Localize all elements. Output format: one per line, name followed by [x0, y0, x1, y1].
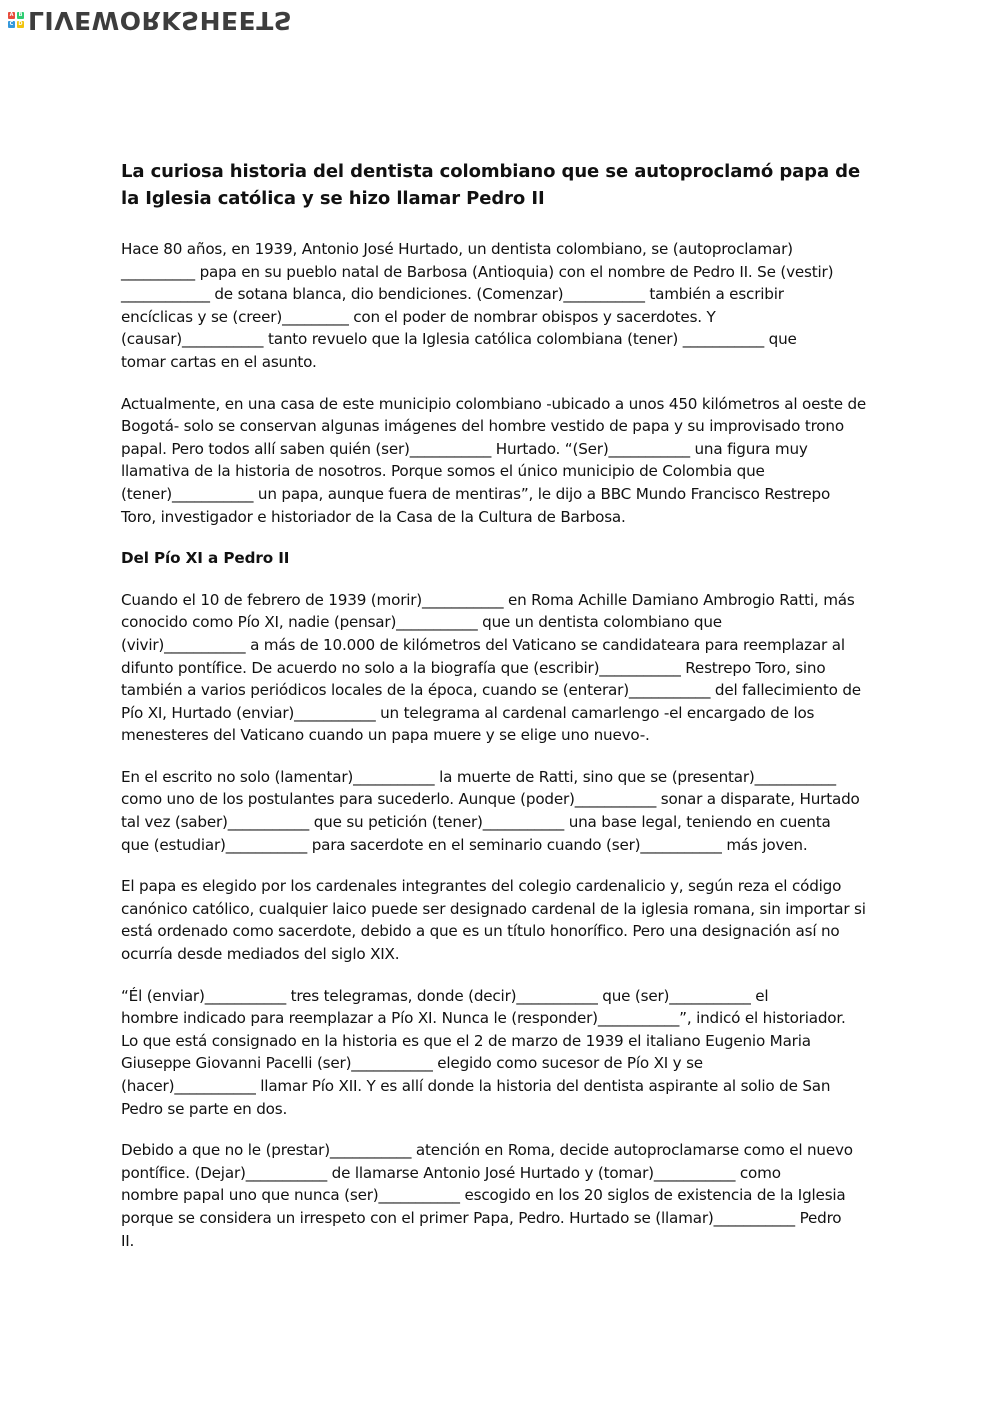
- text-line: ocurría desde mediados del siglo XIX.: [121, 945, 400, 964]
- text-line: Debido a que no le (prestar)___________ atención en Roma, decide autoproclamarse como el nuevo: [121, 1141, 853, 1160]
- text-line: El papa es elegido por los cardenales integrantes del colegio cardenalicio y, según reza el código: [121, 877, 842, 896]
- text-line: llamativa de la historia de nosotros. Porque somos el único municipio de Colombia que: [121, 462, 765, 481]
- text-line: encíclicas y se (creer)_________ con el poder de nombrar obispos y sacerdotes. Y: [121, 307, 716, 326]
- text-line: canónico católico, cualquier laico puede ser designado cardenal de la iglesia romana, sin importar si: [121, 899, 866, 918]
- text-line: Toro, investigador e historiador de la Casa de la Cultura de Barbosa.: [121, 507, 626, 526]
- logo-cube: A: [9, 12, 14, 18]
- logo-cube: D: [18, 21, 23, 27]
- text-line: __________ papa en su pueblo natal de Barbosa (Antioquia) con el nombre de Pedro II. Se (vestir): [121, 262, 834, 281]
- logo-cube: B: [18, 12, 23, 18]
- text-line: ____________ de sotana blanca, dio bendiciones. (Comenzar)___________ también a escribir: [121, 285, 784, 304]
- paragraph: [121, 985, 881, 1121]
- text-line: como uno de los postulantes para sucederlo. Aunque (poder)___________ sonar a disparate, Hurtado: [121, 790, 860, 809]
- paragraph: [121, 589, 881, 747]
- paragraph: [121, 875, 881, 965]
- text-line: (causar)___________ tanto revuelo que la Iglesia católica colombiana (tener) ___________ que: [121, 330, 797, 349]
- text-line: pontífice. (Dejar)___________ de llamarse Antonio José Hurtado y (tomar)___________ como: [121, 1163, 781, 1182]
- title-line: La curiosa historia del dentista colombiano que se autoproclamó papa de: [121, 161, 861, 182]
- text-line: Pío XI, Hurtado (enviar)___________ un telegrama al cardenal camarlengo -el encargado de los: [121, 703, 815, 722]
- text-line: Cuando el 10 de febrero de 1939 (morir)___________ en Roma Achille Damiano Ambrogio Ratti, más: [121, 590, 855, 609]
- text-line: (vivir)___________ a más de 10.000 de kilómetros del Vaticano se candidateara para reemplazar al: [121, 635, 845, 654]
- text-line: también a varios periódicos locales de la época, cuando se (enterar)___________ del fallecimiento de: [121, 681, 861, 700]
- logo-text: LIVEWORKSHEETS: [28, 6, 293, 35]
- paragraph: [121, 766, 881, 856]
- text-line: Pedro se parte en dos.: [121, 1099, 288, 1118]
- text-line: Giuseppe Giovanni Pacelli (ser)___________ elegido como sucesor de Pío XI y se: [121, 1054, 703, 1073]
- text-line: Bogotá- solo se conservan algunas imágenes del hombre vestido de papa y su improvisado trono: [121, 417, 844, 436]
- article-title: [121, 158, 881, 212]
- text-line: conocido como Pío XI, nadie (pensar)___________ que un dentista colombiano que: [121, 613, 722, 632]
- text-line: hombre indicado para reemplazar a Pío XI. Nunca le (responder)___________”, indicó el historiador.: [121, 1009, 846, 1028]
- text-line: “Él (enviar)___________ tres telegramas, donde (decir)___________ que (ser)___________ el: [121, 986, 769, 1005]
- text-line: Actualmente, en una casa de este municipio colombiano -ubicado a unos 450 kilómetros al oeste de: [121, 394, 867, 413]
- logo-cube: C: [9, 21, 14, 27]
- text-line: que (estudiar)___________ para sacerdote en el seminario cuando (ser)___________ más joven.: [121, 835, 808, 854]
- paragraph: [121, 238, 881, 374]
- worksheet-content: [121, 158, 881, 1271]
- text-line: nombre papal uno que nunca (ser)___________ escogido en los 20 siglos de existencia de la Iglesia: [121, 1186, 846, 1205]
- title-line: la Iglesia católica y se hizo llamar Pedro II: [121, 188, 545, 209]
- text-line: En el escrito no solo (lamentar)___________ la muerte de Ratti, sino que se (presentar)___________: [121, 767, 836, 786]
- paragraph: [121, 1139, 881, 1252]
- logo-cubes-icon: [8, 12, 24, 28]
- section-heading: Del Pío XI a Pedro II: [121, 549, 290, 568]
- text-line: II.: [121, 1231, 135, 1250]
- text-line: difunto pontífice. De acuerdo no solo a la biografía que (escribir)___________ Restrepo Toro, sino: [121, 658, 826, 677]
- text-line: papal. Pero todos allí saben quién (ser)___________ Hurtado. “(Ser)___________ una figura muy: [121, 439, 808, 458]
- text-line: está ordenado como sacerdote, debido a que es un título honorífico. Pero una designación así no: [121, 922, 840, 941]
- text-line: Hace 80 años, en 1939, Antonio José Hurtado, un dentista colombiano, se (autoproclamar): [121, 240, 793, 258]
- text-line: tal vez (saber)___________ que su petición (tener)___________ una base legal, teniendo en cuenta: [121, 813, 831, 832]
- liveworksheets-logo: [8, 4, 292, 36]
- text-line: tomar cartas en el asunto.: [121, 352, 317, 371]
- text-line: Lo que está consignado en la historia es que el 2 de marzo de 1939 el italiano Eugenio Maria: [121, 1031, 811, 1050]
- paragraph: [121, 393, 881, 529]
- text-line: (hacer)___________ llamar Pío XII. Y es allí donde la historia del dentista aspirante al solio de San: [121, 1077, 831, 1095]
- text-line: (tener)___________ un papa, aunque fuera de mentiras”, le dijo a BBC Mundo Francisco Restrepo: [121, 484, 831, 503]
- text-line: porque se considera un irrespeto con el primer Papa, Pedro. Hurtado se (llamar)___________ Pedro: [121, 1208, 842, 1227]
- text-line: menesteres del Vaticano cuando un papa muere y se elige uno nuevo-.: [121, 726, 650, 745]
